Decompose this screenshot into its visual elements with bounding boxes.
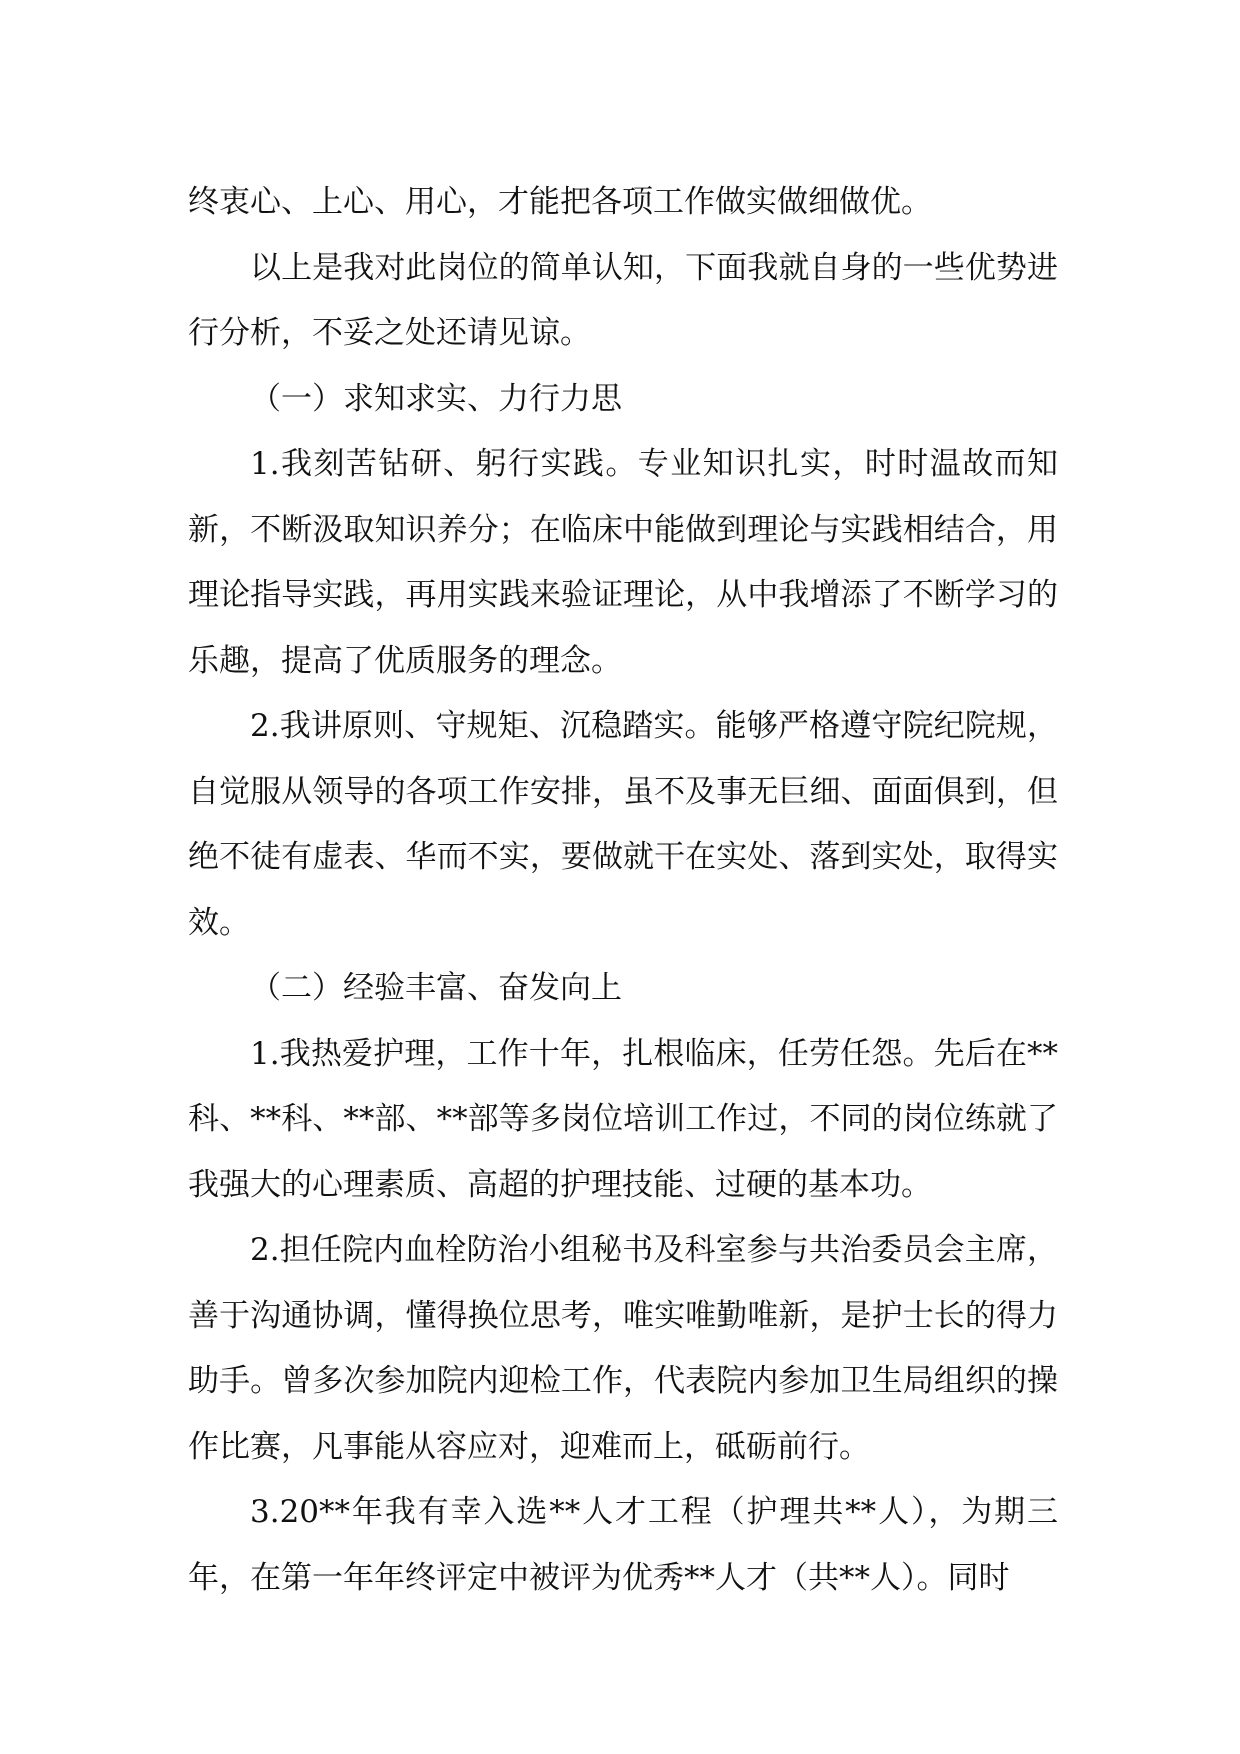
paragraph-6: 2.担任院内血栓防治小组秘书及科室参与共治委员会主席，善于沟通协调，懂得换位思考，唯实唯勤唯新，是护士长的得力助手。曾多次参加院内迎检工作，代表院内参加卫生局组织的操作比赛，凡事能从容应对，迎难而上，砥砺前行。 [188,1232,1058,1465]
paragraph-7: 3.20**年我有幸入选**人才工程（护理共**人），为期三年，在第一年年终评定中被评为优秀**人才（共**人）。同时 [188,1494,1058,1596]
section-heading-2: （二）经验丰富、奋发向上 [250,970,622,1006]
paragraph-2: 以上是我对此岗位的简单认知，下面我就自身的一些优势进行分析，不妥之处还请见谅。 [188,249,1058,351]
section-heading-1: （一）求知求实、力行力思 [250,380,622,417]
paragraph-4: 2.我讲原则、守规矩、沉稳踏实。能够严格遵守院纪院规，自觉服从领导的各项工作安排，虽不及事无巨细、面面俱到，但绝不徒有虚表、华而不实，要做就干在实处、落到实处，取得实效。 [188,708,1058,941]
paragraph-5: 1.我热爱护理，工作十年，扎根临床，任劳任怨。先后在**科、**科、**部、**部等多岗位培训工作过，不同的岗位练就了我强大的心理素质、高超的护理技能、过硬的基本功。 [188,1035,1058,1203]
document-page [188,170,1058,1611]
paragraph-1: 终衷心、上心、用心，才能把各项工作做实做细做优。 [188,184,932,220]
paragraph-3: 1.我刻苦钻研、躬行实践。专业知识扎实，时时温故而知新，不断汲取知识养分；在临床中能做到理论与实践相结合，用理论指导实践，再用实践来验证理论，从中我增添了不断学习的乐趣，提高了优质服务的理念。 [188,446,1058,679]
